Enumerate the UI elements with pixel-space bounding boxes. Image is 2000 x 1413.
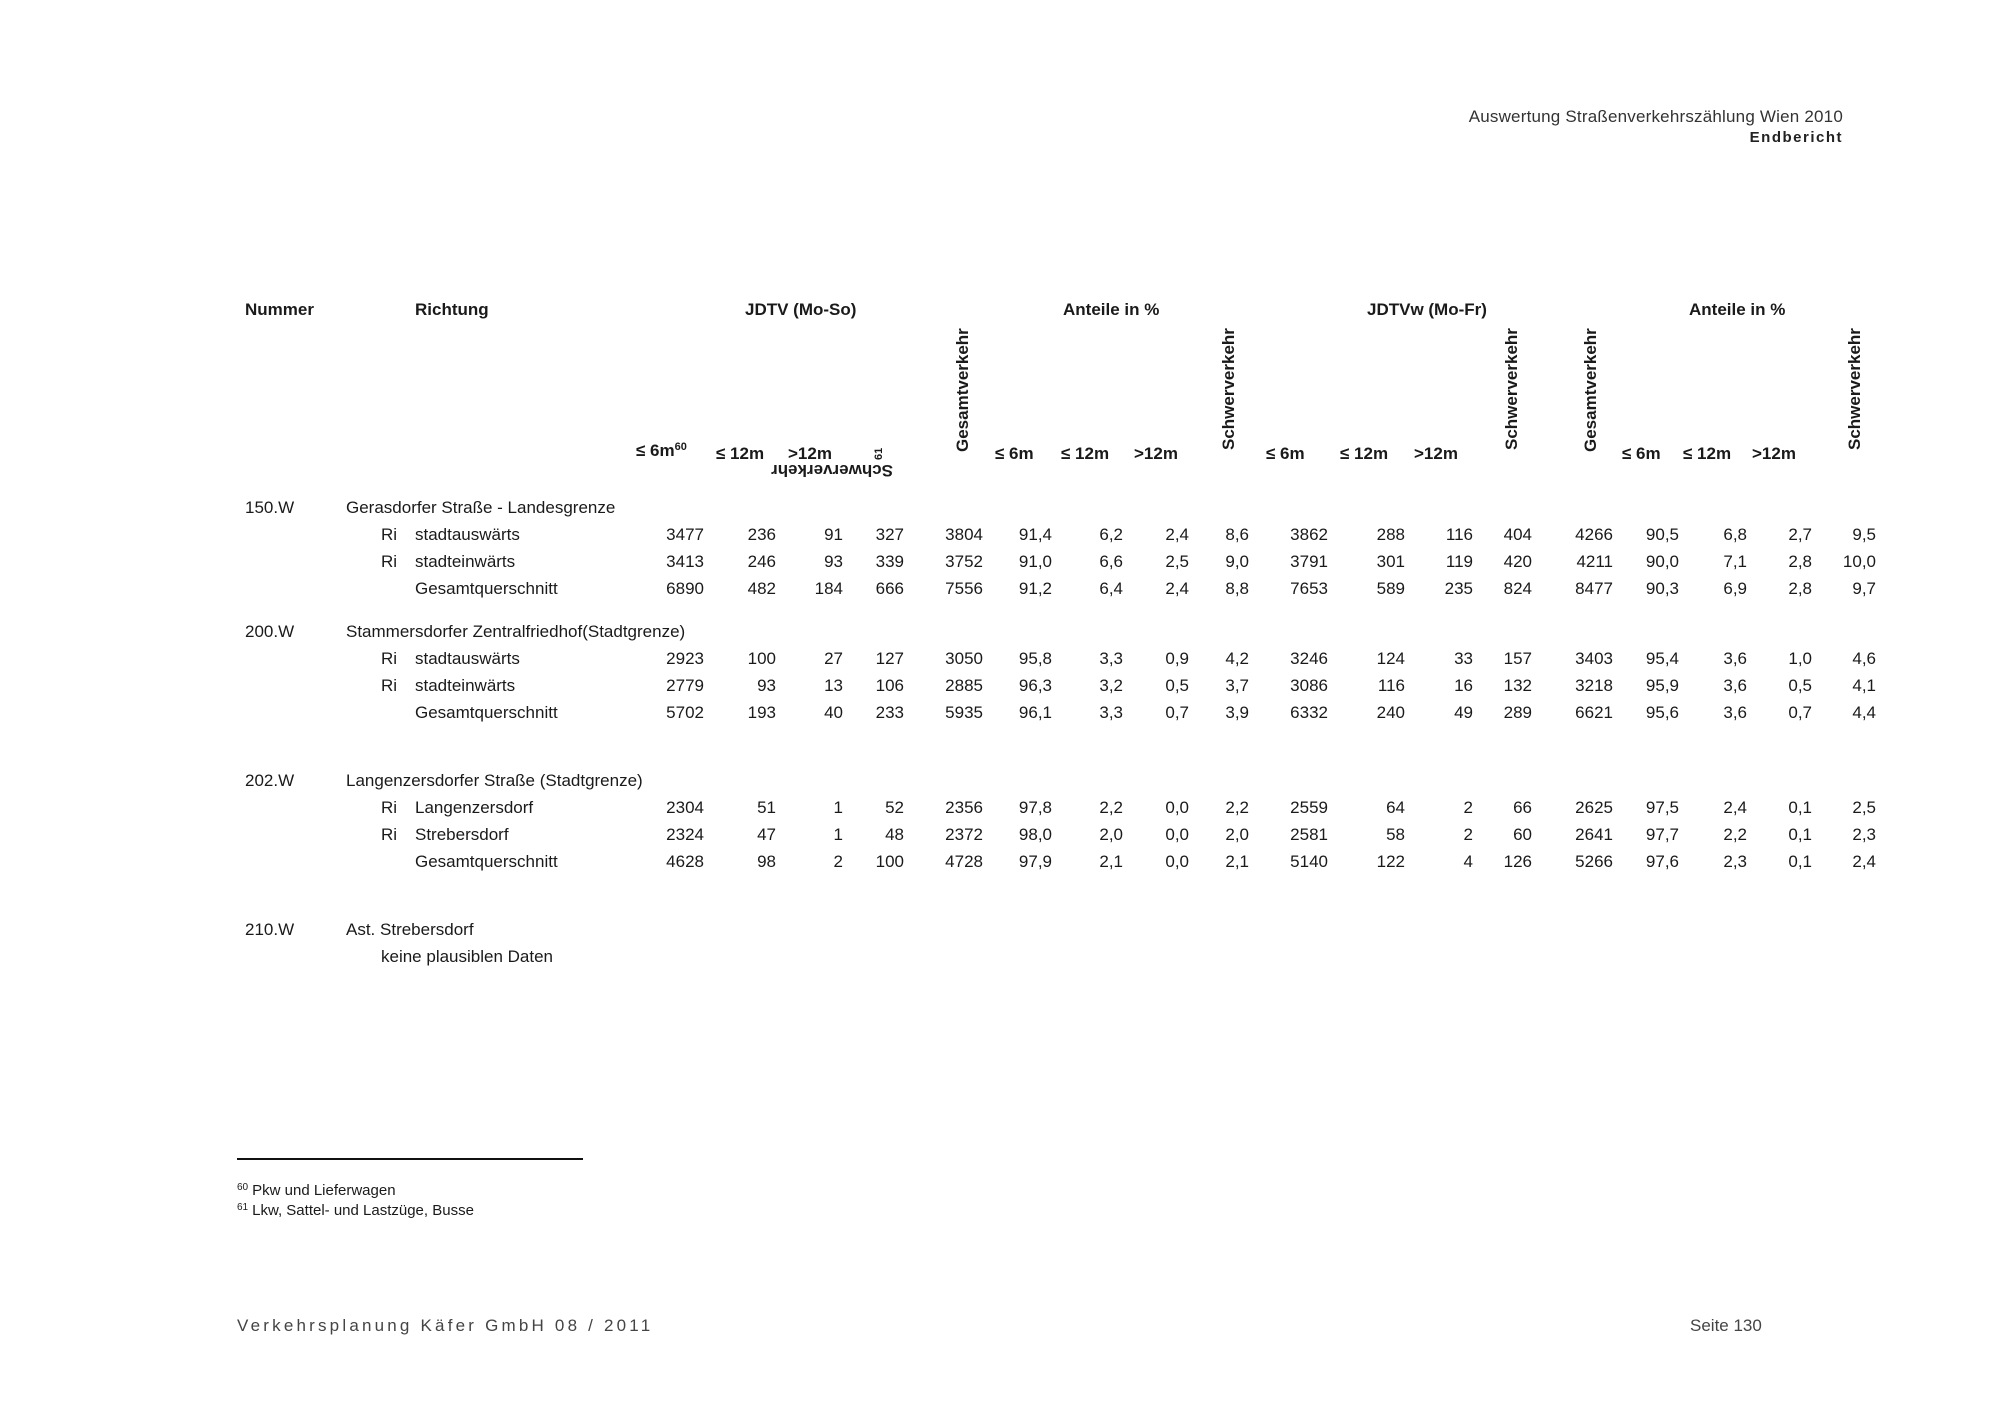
table-cell: 2,1 (1225, 852, 1249, 871)
row-ri-marker: Ri (381, 798, 398, 817)
table-cell: 2372 (945, 825, 983, 844)
table-cell: 8477 (1575, 579, 1613, 598)
table-cell: 106 (875, 676, 904, 695)
table-cell: 2 (1463, 798, 1473, 817)
table-cell: 90,5 (1645, 525, 1679, 544)
table-cell: 7,1 (1723, 552, 1747, 571)
table-cell: 3,6 (1723, 649, 1747, 668)
footnote-60: $^{60}$ Pkw und Lieferwagen (237, 1182, 396, 1199)
subheader-le-12m: ≤ 12m (716, 444, 765, 463)
table-cell: 6,2 (1099, 525, 1123, 544)
table-cell: 0,1 (1788, 852, 1812, 871)
section-name: Ast. Strebersdorf (346, 920, 474, 939)
table-cell: 91,2 (1018, 579, 1052, 598)
group-header-anteile-1: Anteile in % (1063, 300, 1160, 319)
table-cell: 97,8 (1018, 798, 1052, 817)
row-label: stadtauswärts (415, 525, 520, 544)
row-ri-marker: Ri (381, 552, 398, 571)
row-label: stadtauswärts (415, 649, 520, 668)
footnote-61: $^{61}$ Lkw, Sattel- und Lastzüge, Busse (237, 1202, 474, 1219)
table-cell: 2356 (945, 798, 983, 817)
row-label: Gesamtquerschnitt (415, 579, 558, 598)
table-cell: 2,0 (1225, 825, 1249, 844)
table-cell: 0,7 (1788, 703, 1812, 722)
row-ri-marker: Ri (381, 649, 398, 668)
table-cell: 3,6 (1723, 703, 1747, 722)
table-cell: 4266 (1575, 525, 1613, 544)
table-cell: 98,0 (1018, 825, 1052, 844)
table-cell: 2,4 (1723, 798, 1747, 817)
table-cell: 157 (1503, 649, 1532, 668)
table-cell: 4,4 (1852, 703, 1876, 722)
table-cell: 824 (1503, 579, 1532, 598)
table-cell: 9,5 (1852, 525, 1876, 544)
table-cell: 127 (875, 649, 904, 668)
table-cell: 0,5 (1165, 676, 1189, 695)
table-cell: 96,3 (1018, 676, 1052, 695)
table-cell: 48 (885, 825, 904, 844)
table-cell: 95,9 (1645, 676, 1679, 695)
table-cell: 2,8 (1788, 579, 1812, 598)
group-header-jdtv: JDTV (Mo-So) (745, 300, 857, 319)
table-cell: 93 (757, 676, 776, 695)
table-cell: 5702 (666, 703, 704, 722)
table-cell: 2,4 (1165, 525, 1189, 544)
table-cell: 3,7 (1225, 676, 1249, 695)
table-cell: 2641 (1575, 825, 1613, 844)
table-cell: 97,7 (1645, 825, 1679, 844)
table-cell: 132 (1503, 676, 1532, 695)
table-cell: 96,1 (1018, 703, 1052, 722)
table-cell: 0,9 (1165, 649, 1189, 668)
table-cell: 91,0 (1018, 552, 1052, 571)
table-cell: 404 (1503, 525, 1532, 544)
table-cell: 3791 (1290, 552, 1328, 571)
table-cell: 52 (885, 798, 904, 817)
table-cell: 2581 (1290, 825, 1328, 844)
table-cell: 193 (747, 703, 776, 722)
table-cell: 2,1 (1099, 852, 1123, 871)
table-cell: 2,4 (1852, 852, 1876, 871)
table-cell: 3804 (945, 525, 983, 544)
table-cell: 40 (824, 703, 843, 722)
table-cell: 90,0 (1645, 552, 1679, 571)
table-cell: 2,5 (1165, 552, 1189, 571)
section-number: 210.W (245, 920, 295, 939)
table-cell: 3,9 (1225, 703, 1249, 722)
table-cell: 58 (1386, 825, 1405, 844)
table-cell: 288 (1376, 525, 1405, 544)
table-cell: 119 (1445, 552, 1473, 571)
section-number: 200.W (245, 622, 295, 641)
table-cell: 60 (1513, 825, 1532, 844)
subheader-le-6m-60: ≤ $6m^{60}$ (636, 441, 687, 460)
table-cell: 0,0 (1165, 825, 1189, 844)
table-cell: 2779 (666, 676, 704, 695)
table-cell: 420 (1503, 552, 1532, 571)
table-cell: 5935 (945, 703, 983, 722)
table-cell: 4728 (945, 852, 983, 871)
table-cell: 2,5 (1852, 798, 1876, 817)
table-cell: 100 (875, 852, 904, 871)
subheader-le-12m-w: ≤ 12m (1340, 444, 1389, 463)
table-cell: 7653 (1290, 579, 1328, 598)
table-cell: 3,3 (1099, 703, 1123, 722)
row-label: Gesamtquerschnitt (415, 703, 558, 722)
table-cell: 90,3 (1645, 579, 1679, 598)
table-cell: 8,6 (1225, 525, 1249, 544)
table-cell: 66 (1513, 798, 1532, 817)
table-cell: 2,8 (1788, 552, 1812, 571)
table-cell: 3,6 (1723, 676, 1747, 695)
subheader-le-12m-a1: ≤ 12m (1061, 444, 1110, 463)
table-cell: 4,2 (1225, 649, 1249, 668)
table-cell: 5140 (1290, 852, 1328, 871)
table-cell: 2885 (945, 676, 983, 695)
section-name: Stammersdorfer Zentralfriedhof(Stadtgrenze) (346, 622, 686, 641)
section-number: 202.W (245, 771, 295, 790)
table-cell: 482 (747, 579, 776, 598)
table-cell: 3403 (1575, 649, 1613, 668)
row-ri-marker: Ri (381, 825, 398, 844)
table-cell: 97,9 (1018, 852, 1052, 871)
table-cell: 124 (1376, 649, 1405, 668)
table-cell: 3477 (666, 525, 704, 544)
table-cell: 13 (824, 676, 843, 695)
table-cell: 91,4 (1018, 525, 1052, 544)
table-cell: 2625 (1575, 798, 1613, 817)
table-cell: 91 (824, 525, 843, 544)
group-header-jdtvw: JDTVw (Mo-Fr) (1367, 300, 1487, 319)
table-cell: 3218 (1575, 676, 1613, 695)
col-header-nummer: Nummer (245, 300, 314, 319)
table-cell: 10,0 (1842, 552, 1876, 571)
table-cell: 64 (1386, 798, 1405, 817)
table-cell: 4211 (1576, 552, 1613, 571)
subheader-gt-12m-a1: >12m (1134, 444, 1178, 463)
section-note: keine plausiblen Daten (381, 947, 554, 966)
table-cell: 301 (1376, 552, 1405, 571)
subheader-gt-12m-w: >12m (1414, 444, 1458, 463)
table-cell: 27 (824, 649, 843, 668)
table-cell: 8,8 (1225, 579, 1249, 598)
table-cell: 47 (757, 825, 776, 844)
table-cell: 246 (747, 552, 776, 571)
table-cell: 95,8 (1018, 649, 1052, 668)
row-ri-marker: Ri (381, 525, 398, 544)
row-label: Langenzersdorf (415, 798, 534, 817)
table-cell: 0,7 (1165, 703, 1189, 722)
section-name: Gerasdorfer Straße - Landesgrenze (346, 498, 616, 517)
table-cell: 33 (1454, 649, 1473, 668)
table-cell: 0,1 (1788, 798, 1812, 817)
subheader-gt-12m: >12m (788, 444, 832, 463)
group-header-anteile-2: Anteile in % (1689, 300, 1786, 319)
table-cell: 9,0 (1225, 552, 1249, 571)
table-cell: 116 (1445, 525, 1473, 544)
table-cell: 2559 (1290, 798, 1328, 817)
table-cell: 2,3 (1852, 825, 1876, 844)
table-cell: 3,2 (1099, 676, 1123, 695)
table-cell: 235 (1444, 579, 1473, 598)
row-ri-marker: Ri (381, 676, 398, 695)
table-cell: 2,7 (1788, 525, 1812, 544)
running-header-subtitle: Endbericht (1749, 129, 1843, 146)
table-cell: 2,0 (1099, 825, 1123, 844)
table-cell: 98 (757, 852, 776, 871)
table-cell: 3086 (1290, 676, 1328, 695)
table-cell: 4,1 (1852, 676, 1876, 695)
table-cell: 2,2 (1723, 825, 1747, 844)
table-cell: 4628 (666, 852, 704, 871)
table-cell: 9,7 (1852, 579, 1876, 598)
table-cell: 3,3 (1099, 649, 1123, 668)
table-cell: 93 (824, 552, 843, 571)
table-cell: 589 (1376, 579, 1405, 598)
table-cell: 4,6 (1852, 649, 1876, 668)
table-cell: 6890 (666, 579, 704, 598)
table-cell: 2923 (666, 649, 704, 668)
table-cell: 6,8 (1723, 525, 1747, 544)
table-cell: 97,5 (1645, 798, 1679, 817)
section-number: 150.W (245, 498, 295, 517)
table-cell: 1 (833, 825, 843, 844)
table-cell: 2 (1463, 825, 1473, 844)
table-cell: 0,1 (1788, 825, 1812, 844)
table-cell: 236 (747, 525, 776, 544)
col-header-richtung: Richtung (415, 300, 489, 319)
table-cell: 126 (1503, 852, 1532, 871)
table-cell: 5266 (1575, 852, 1613, 871)
table-cell: 233 (875, 703, 904, 722)
subheader-le-6m-a2: ≤ 6m (1622, 444, 1661, 463)
table-cell: 0,5 (1788, 676, 1812, 695)
table-cell: 95,6 (1645, 703, 1679, 722)
table-cell: 6,9 (1723, 579, 1747, 598)
table-cell: 3862 (1290, 525, 1328, 544)
row-label: Gesamtquerschnitt (415, 852, 558, 871)
row-label: Strebersdorf (415, 825, 509, 844)
running-header-title: Auswertung Straßenverkehrszählung Wien 2010 (1468, 107, 1843, 126)
table-cell: 49 (1454, 703, 1473, 722)
table-cell: 7556 (945, 579, 983, 598)
table-cell: 6,6 (1099, 552, 1123, 571)
table-cell: 2324 (666, 825, 704, 844)
table-cell: 6332 (1290, 703, 1328, 722)
table-cell: 6621 (1575, 703, 1613, 722)
table-cell: 3050 (945, 649, 983, 668)
subheader-le-6m-a1: ≤ 6m (995, 444, 1034, 463)
table-cell: 2,2 (1099, 798, 1123, 817)
table-cell: 51 (757, 798, 776, 817)
section-name: Langenzersdorfer Straße (Stadtgrenze) (346, 771, 643, 790)
table-cell: 0,0 (1165, 798, 1189, 817)
table-cell: 122 (1376, 852, 1405, 871)
table-cell: 240 (1376, 703, 1405, 722)
table-cell: 16 (1454, 676, 1473, 695)
table-cell: 0,0 (1165, 852, 1189, 871)
footnote-separator (237, 1158, 583, 1160)
table-cell: 116 (1377, 676, 1405, 695)
table-cell: 6,4 (1099, 579, 1123, 598)
table-cell: 1,0 (1788, 649, 1812, 668)
table-cell: 1 (833, 798, 843, 817)
table-cell: 327 (875, 525, 904, 544)
table-cell: 289 (1503, 703, 1532, 722)
table-cell: 100 (747, 649, 776, 668)
table-cell: 666 (875, 579, 904, 598)
table-cell: 3413 (666, 552, 704, 571)
table-cell: 4 (1463, 852, 1473, 871)
footer-page-number: Seite 130 (1690, 1316, 1762, 1335)
table-cell: 97,6 (1645, 852, 1679, 871)
table-cell: 2,2 (1225, 798, 1249, 817)
table-cell: 2,3 (1723, 852, 1747, 871)
table-cell: 339 (875, 552, 904, 571)
table-cell: 95,4 (1645, 649, 1679, 668)
table-cell: 2 (833, 852, 843, 871)
table-cell: 2,4 (1165, 579, 1189, 598)
table-cell: 3752 (945, 552, 983, 571)
table-cell: 184 (814, 579, 843, 598)
row-label: stadteinwärts (415, 552, 516, 571)
subheader-gt-12m-a2: >12m (1752, 444, 1796, 463)
table-cell: 2304 (666, 798, 704, 817)
row-label: stadteinwärts (415, 676, 516, 695)
subheader-le-6m-w: ≤ 6m (1266, 444, 1305, 463)
subheader-le-12m-a2: ≤ 12m (1683, 444, 1732, 463)
table-cell: 3246 (1290, 649, 1328, 668)
footer-company: Verkehrsplanung Käfer GmbH 08 / 2011 (237, 1316, 654, 1335)
